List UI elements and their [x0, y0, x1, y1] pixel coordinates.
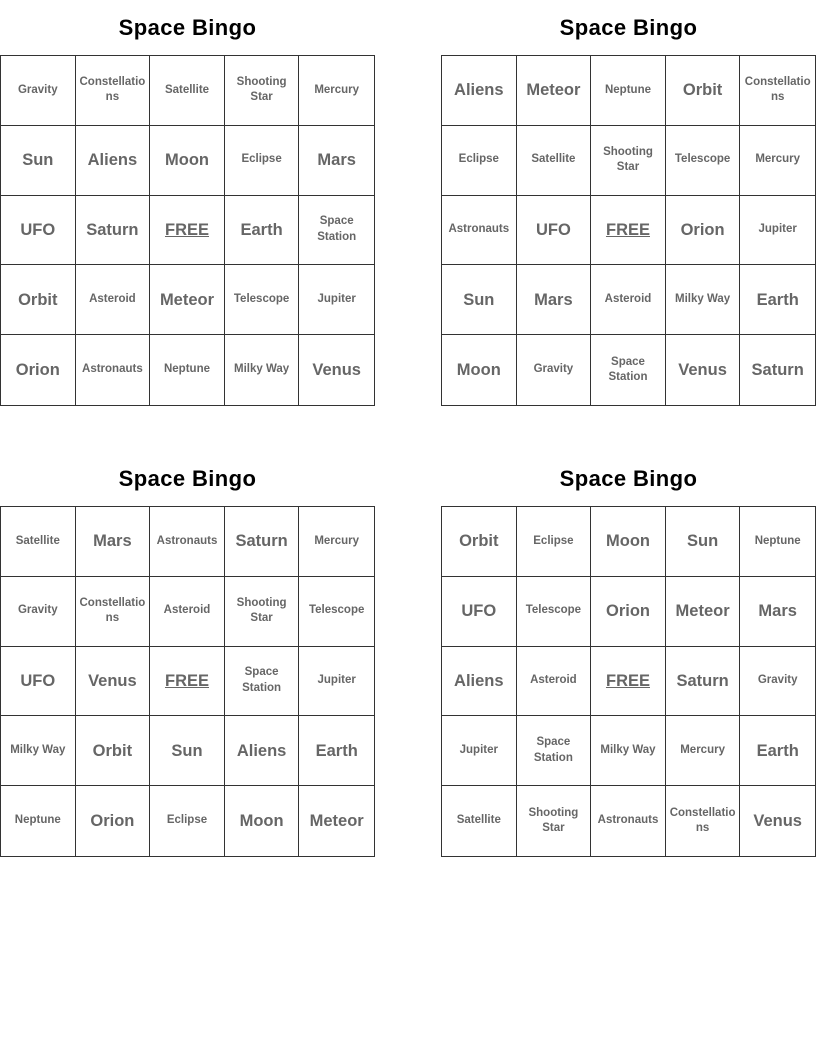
bingo-cell[interactable]: Earth — [299, 716, 374, 786]
bingo-cell[interactable]: Aliens — [442, 56, 517, 126]
bingo-cell[interactable]: Aliens — [442, 647, 517, 717]
bingo-cell[interactable]: Neptune — [150, 335, 225, 405]
bingo-cell[interactable]: Jupiter — [299, 265, 374, 335]
bingo-cell[interactable]: Orbit — [666, 56, 741, 126]
bingo-cell[interactable]: Earth — [225, 196, 300, 266]
bingo-cell[interactable]: Asteroid — [591, 265, 666, 335]
bingo-cell[interactable]: Meteor — [309, 811, 364, 830]
bingo-cell[interactable]: Astronauts — [591, 786, 666, 856]
bingo-cell[interactable]: Mercury — [299, 507, 374, 577]
bingo-cell[interactable]: Orion — [591, 577, 666, 647]
bingo-grid — [0, 55, 375, 406]
card-title: Space Bingo — [118, 15, 257, 40]
bingo-cell[interactable]: Milky Way — [1, 716, 76, 786]
bingo-cell[interactable]: Moon — [442, 335, 517, 405]
bingo-cell[interactable]: Meteor — [666, 577, 741, 647]
bingo-cell[interactable]: Asteroid — [517, 647, 592, 717]
bingo-cell[interactable]: Astronauts — [76, 335, 151, 405]
bingo-cell[interactable]: Neptune — [740, 507, 815, 577]
bingo-cell[interactable]: Gravity — [740, 647, 815, 717]
bingo-cell[interactable]: Jupiter — [740, 196, 815, 266]
bingo-cell[interactable]: Sun — [150, 716, 225, 786]
bingo-cell[interactable]: UFO — [442, 577, 517, 647]
bingo-cell[interactable]: Mercury — [666, 716, 741, 786]
bingo-cell[interactable]: Mercury — [740, 126, 815, 196]
bingo-cell[interactable]: Milky Way — [666, 265, 741, 335]
bingo-grid — [441, 55, 816, 406]
bingo-cell[interactable]: Constellations — [76, 56, 151, 126]
bingo-cell[interactable]: Meteor — [517, 56, 592, 126]
bingo-cell[interactable]: Eclipse — [150, 786, 225, 856]
bingo-cell[interactable]: Jupiter — [299, 647, 374, 717]
bingo-cell[interactable]: Shooting Star — [591, 126, 666, 196]
bingo-cell[interactable]: Saturn — [225, 507, 300, 577]
bingo-cell[interactable]: Venus — [666, 335, 741, 405]
bingo-cell[interactable]: Mercury — [299, 56, 374, 126]
bingo-cell[interactable]: Eclipse — [225, 126, 300, 196]
bingo-cell[interactable]: Neptune — [1, 786, 76, 856]
bingo-cell[interactable]: Satellite — [517, 126, 592, 196]
bingo-cell[interactable]: Venus — [76, 647, 151, 717]
bingo-cell[interactable]: Satellite — [1, 507, 76, 577]
card-title: Space Bingo — [559, 15, 698, 40]
bingo-cell[interactable]: Space Station — [591, 335, 666, 405]
bingo-cell[interactable]: Shooting Star — [517, 786, 592, 856]
bingo-cell[interactable]: Orion — [666, 196, 741, 266]
bingo-cell[interactable]: Space Station — [517, 716, 592, 786]
bingo-cell[interactable]: Gravity — [1, 56, 76, 126]
bingo-grid — [441, 506, 816, 857]
bingo-cell[interactable]: Mars — [740, 577, 815, 647]
bingo-cell[interactable]: Asteroid — [76, 265, 151, 335]
bingo-cell[interactable]: Venus — [312, 360, 361, 379]
bingo-cell[interactable]: Orion — [76, 786, 151, 856]
bingo-cell[interactable]: Telescope — [225, 265, 300, 335]
bingo-cell[interactable]: Space Station — [225, 647, 300, 717]
bingo-cell[interactable]: Gravity — [517, 335, 592, 405]
card-title: Space Bingo — [118, 466, 257, 491]
bingo-cell[interactable]: Moon — [225, 786, 300, 856]
bingo-cell[interactable]: Shooting Star — [225, 577, 300, 647]
bingo-cell[interactable]: Moon — [150, 126, 225, 196]
bingo-cell[interactable]: Asteroid — [150, 577, 225, 647]
free-space-cell[interactable]: FREE — [591, 196, 666, 266]
bingo-cell[interactable]: Aliens — [225, 716, 300, 786]
bingo-cell[interactable]: Astronauts — [442, 196, 517, 266]
bingo-cell[interactable]: Constellations — [76, 577, 151, 647]
bingo-cell[interactable]: Saturn — [666, 647, 741, 717]
bingo-cell[interactable]: Constellations — [666, 786, 741, 856]
bingo-cell[interactable]: Saturn — [751, 360, 804, 379]
bingo-cell[interactable]: Sun — [1, 126, 76, 196]
bingo-cell[interactable]: Orbit — [76, 716, 151, 786]
bingo-cell[interactable]: Meteor — [150, 265, 225, 335]
card-title: Space Bingo — [559, 466, 698, 491]
bingo-cell[interactable]: Neptune — [591, 56, 666, 126]
bingo-cell[interactable]: Mars — [299, 126, 374, 196]
bingo-cell[interactable]: Astronauts — [150, 507, 225, 577]
bingo-cell[interactable]: Saturn — [76, 196, 151, 266]
bingo-cell[interactable]: Jupiter — [442, 716, 517, 786]
bingo-cell[interactable]: Constellations — [740, 56, 815, 126]
bingo-cell[interactable]: Telescope — [299, 577, 374, 647]
bingo-grid — [0, 506, 375, 857]
bingo-cell[interactable]: Mars — [517, 265, 592, 335]
bingo-cell[interactable]: Orion — [1, 335, 76, 405]
free-space-cell[interactable]: FREE — [591, 647, 666, 717]
bingo-cell[interactable]: Mars — [76, 507, 151, 577]
bingo-cell[interactable]: UFO — [1, 196, 76, 266]
bingo-cell[interactable]: Eclipse — [517, 507, 592, 577]
bingo-cell[interactable]: Sun — [666, 507, 741, 577]
bingo-cell[interactable]: Milky Way — [225, 335, 300, 405]
bingo-cell[interactable]: Earth — [740, 716, 815, 786]
bingo-cell[interactable]: Milky Way — [591, 716, 666, 786]
bingo-cell[interactable]: Satellite — [150, 56, 225, 126]
bingo-cell[interactable]: Telescope — [517, 577, 592, 647]
bingo-cell[interactable]: Satellite — [442, 786, 517, 856]
bingo-cell[interactable]: Gravity — [1, 577, 76, 647]
bingo-cell[interactable]: Space Station — [299, 196, 374, 266]
free-space-cell[interactable]: FREE — [150, 647, 225, 717]
bingo-cell[interactable]: Orbit — [442, 507, 517, 577]
bingo-cell[interactable]: Sun — [442, 265, 517, 335]
bingo-cell[interactable]: Venus — [753, 811, 802, 830]
bingo-cell[interactable]: Aliens — [76, 126, 151, 196]
bingo-cell[interactable]: Moon — [591, 507, 666, 577]
bingo-cell[interactable]: Orbit — [1, 265, 76, 335]
bingo-cell[interactable]: Earth — [740, 265, 815, 335]
bingo-cell[interactable]: Telescope — [666, 126, 741, 196]
bingo-cell[interactable]: Shooting Star — [225, 56, 300, 126]
bingo-cell[interactable]: UFO — [1, 647, 76, 717]
free-space-cell[interactable]: FREE — [150, 196, 225, 266]
bingo-cell[interactable]: Eclipse — [442, 126, 517, 196]
bingo-cell[interactable]: UFO — [517, 196, 592, 266]
